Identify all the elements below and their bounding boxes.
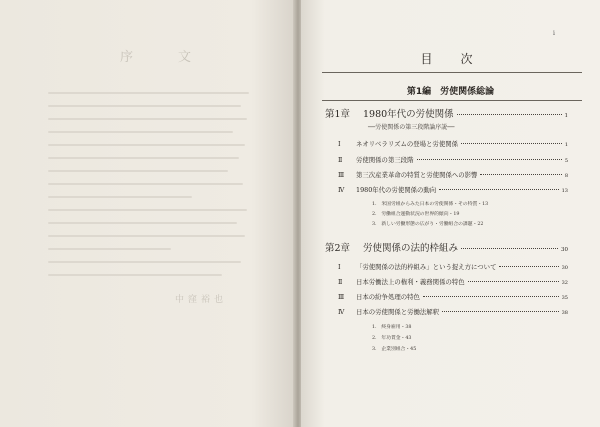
dot-leader [461,143,562,144]
left-page [0,0,296,427]
section-title: ネオリベラリズムの登場と労使関係 [356,140,458,148]
section-title: 日本の労使関係と労働法解釈 [356,308,440,316]
toc-item[interactable]: 1. 米国労組からみた日本の労使関係・その特質・13 [372,202,489,207]
toc-item[interactable]: 1. 終身雇用・38 [372,325,412,330]
toc-item[interactable]: 2. 年功賃金・43 [372,336,412,341]
toc-heading: 目 次 [420,52,481,66]
dot-leader [499,266,558,267]
section-title: 1980年代の労使関係の動向 [356,186,437,194]
toc-section-2-1[interactable] [338,262,568,271]
dot-leader [442,311,559,312]
toc-item[interactable]: 3. 企業別組合・45 [372,347,417,352]
section-number: Ⅱ [338,156,343,164]
toc-chapter-1[interactable] [325,106,568,120]
chapter-number: 第1章 [325,109,351,120]
bleed-through-text [48,92,253,287]
page-ref: 1 [564,113,568,119]
page-ref: 30 [561,247,568,253]
section-number: Ⅲ [338,171,345,179]
page-ref: 13 [561,188,568,194]
page-ref: 35 [561,295,568,301]
toc-section-1-3[interactable] [338,170,568,179]
section-title: 日本の紛争処理の特色 [356,293,420,301]
dot-leader [417,159,562,160]
dot-leader [461,248,558,249]
section-title: 日本労働法上の権利・義務関係の特色 [356,278,465,286]
bleed-through-title: 序 文 [120,50,208,65]
page-ref: 8 [564,173,568,179]
page-ref: 38 [561,310,568,316]
page-ref: 5 [564,158,568,164]
section-number: Ⅳ [338,308,345,316]
section-number: Ⅰ [338,263,341,271]
toc-chapter-2[interactable] [325,240,568,254]
toc-item[interactable]: 2. 労働組合運動状況の世界的傾向・19 [372,212,460,217]
page-number: i [553,30,555,37]
dot-leader [439,189,558,190]
chapter-subtitle: ──労使関係の第三段階論序説── [368,124,455,131]
bleed-through-signature: 中窪裕也 [175,295,228,305]
chapter-number: 第2章 [325,243,351,254]
toc-section-2-4[interactable] [338,307,568,316]
toc-section-1-2[interactable] [338,155,568,164]
section-title: 第三次産業革命の特質と労使関係への影響 [356,171,478,179]
heading-rule-top [322,72,582,73]
section-number: Ⅱ [338,278,343,286]
section-title: 「労使関係の法的枠組み」という捉え方について [356,263,497,271]
dot-leader [457,114,562,115]
section-number: Ⅲ [338,293,345,301]
page-ref: 32 [561,280,568,286]
page-ref: 30 [561,265,568,271]
part-title: 第1編 労使関係総論 [406,87,495,97]
section-title: 労使関係の第三段階 [356,156,414,164]
heading-rule-bottom [322,100,582,101]
dot-leader [480,174,561,175]
toc-item[interactable]: 3. 新しい労働形態の広がり・労働組合の課題・22 [372,222,484,227]
page-ref: 1 [564,142,568,148]
section-number: Ⅰ [338,140,341,148]
dot-leader [468,281,559,282]
toc-section-2-2[interactable] [338,277,568,286]
toc-section-1-4[interactable] [338,185,568,194]
chapter-title: 労使関係の法的枠組み [363,243,459,254]
toc-section-1-1[interactable] [338,139,568,148]
toc-section-2-3[interactable] [338,292,568,301]
chapter-title: 1980年代の労使関係 [363,109,454,120]
dot-leader [423,296,559,297]
section-number: Ⅳ [338,186,345,194]
